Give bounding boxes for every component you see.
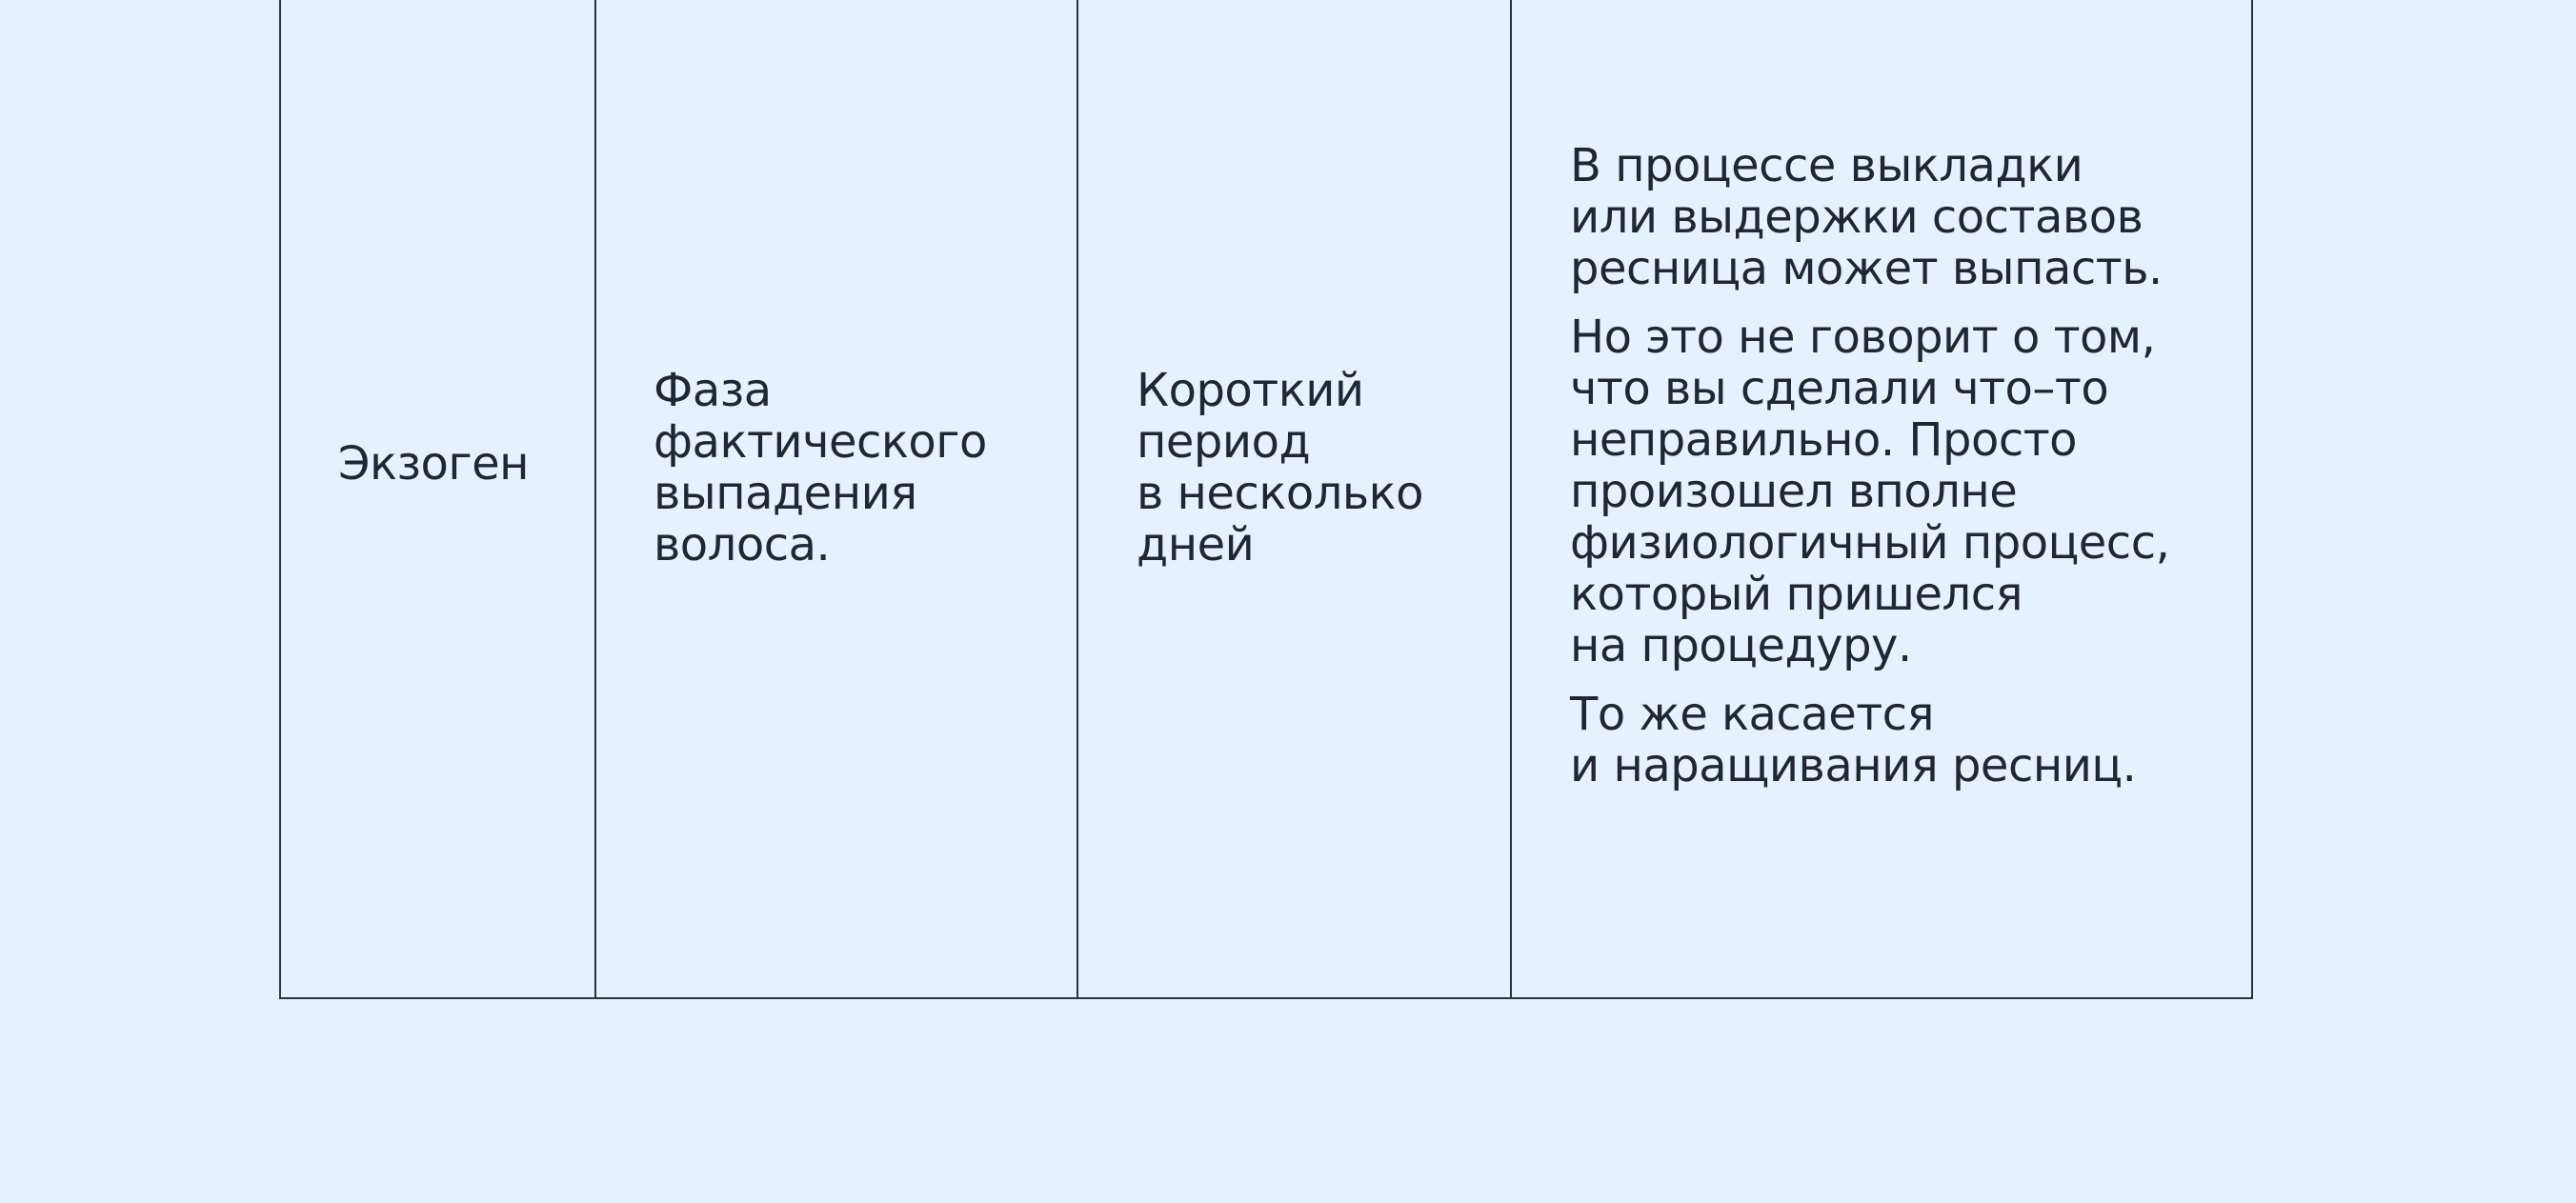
column-divider-3 (1510, 0, 1512, 999)
column-divider-2 (1077, 0, 1078, 999)
duration-description: Короткий период в несколько дней (1137, 364, 1424, 571)
comment-paragraph-3: То же касается и наращивания ресниц. (1570, 688, 2137, 792)
column-divider-1 (594, 0, 596, 999)
phase-cell (654, 365, 987, 571)
comment-paragraph-1: В процессе выкладки или выдержки составов ресница может выпасть. (1570, 139, 2163, 295)
stage-cell (338, 438, 529, 490)
stage-name: Экзоген (338, 437, 530, 491)
phase-description: Фаза фактического выпадения волоса. (654, 364, 987, 571)
comment-paragraph-2: Но это не говорит о том, что вы сделали что–то неправильно. Просто произошел вполне физиологичный процесс, который пришелся на процедуру. (1570, 311, 2170, 672)
duration-cell (1137, 365, 1423, 571)
comment-cell (1570, 140, 2169, 792)
